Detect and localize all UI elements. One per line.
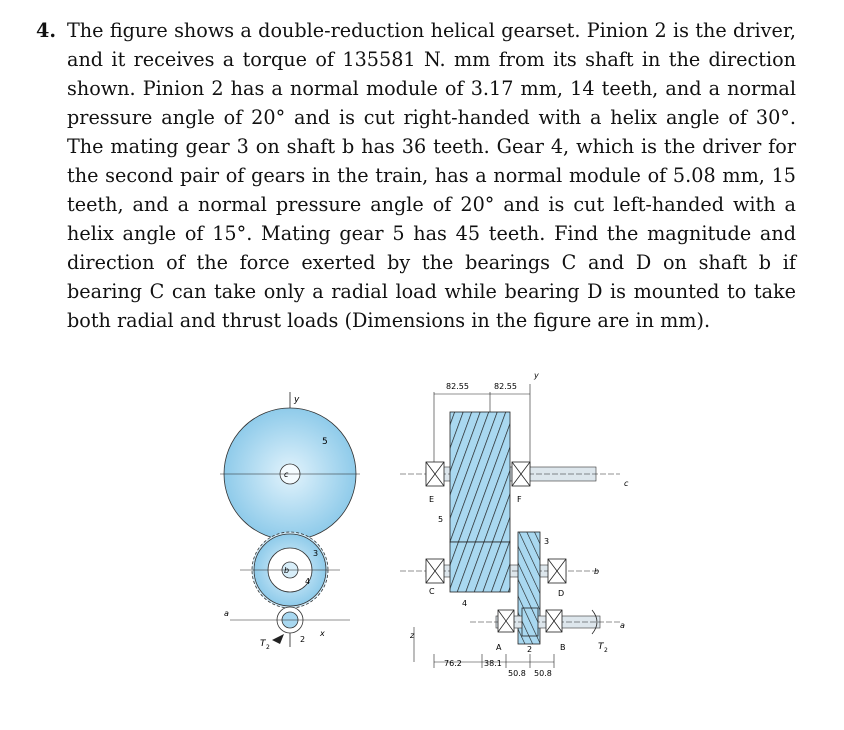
dim-bottom-2: 38.1 <box>484 659 502 668</box>
problem-statement <box>36 16 796 335</box>
pinion-2-side <box>522 608 538 636</box>
left-axis-y-label: y <box>294 395 300 405</box>
bearing-d <box>548 559 566 583</box>
shaft-a-label: a <box>620 621 625 630</box>
dim-top-1: 82.55 <box>446 382 469 391</box>
dim-bottom-1: 76.2 <box>444 659 462 668</box>
right-torque-label: T <box>598 642 604 652</box>
left-center-c-label: c <box>284 470 289 479</box>
bearing-a <box>498 610 514 632</box>
bearing-e-label: E <box>429 495 435 504</box>
dim-bottom-3: 50.8 <box>508 669 526 678</box>
left-axis-x-label: x <box>320 629 325 638</box>
bearing-c <box>426 559 444 583</box>
bearing-c-label: C <box>429 587 435 596</box>
bearing-d-label: D <box>558 589 565 598</box>
right-gear2-label: 2 <box>527 645 533 654</box>
left-gear3-label: 3 <box>313 549 319 558</box>
right-torque-sub: 2 <box>604 647 608 654</box>
problem-number: 4. <box>36 19 57 42</box>
left-view <box>220 392 360 651</box>
bearing-f-label: F <box>517 495 522 504</box>
gearset-figure <box>200 362 640 692</box>
shaft-c-label: c <box>624 479 629 488</box>
right-axis-z-label: z <box>410 631 415 640</box>
bearing-a-label: A <box>496 643 502 652</box>
right-gear4-label: 4 <box>462 599 468 608</box>
right-gear5-label: 5 <box>438 515 444 524</box>
left-gear4-label: 4 <box>305 577 311 586</box>
gear-5-side <box>450 412 510 542</box>
problem-text: The figure shows a double-reduction helical gearset. Pinion 2 is the driver, and it receives a torque of 135581 N. mm from its shaft in the direction shown. Pinion 2 has a normal module of 3.17 mm, 14 teeth, and a normal pressure angle of 20° and is cut right-handed with a helix angle of 30°. The mating gear 3 on shaft b has 36 teeth. Gear 4, which is the driver for the second pair of gears in the train, has a normal module of 5.08 mm, 15 teeth, and a normal pressure angle of 20° and is cut left-handed with a helix angle of 15°. Mating gear 5 has 45 teeth. Find the magnitude and direction of the force exerted by the bearings C and D on shaft b if bearing C can take only a radial load while bearing D is mounted to take both radial and thrust loads (Dimensions in the figure are in mm). <box>67 19 796 332</box>
bearing-b-label: B <box>560 643 566 652</box>
bearing-b <box>546 610 562 632</box>
left-axis-a-label: a <box>224 609 229 618</box>
left-torque-label: T <box>260 639 266 649</box>
left-torque-arrow <box>272 634 284 644</box>
shaft-b-label: b <box>594 567 600 576</box>
left-center-b-label: b <box>284 566 290 575</box>
dim-top-2: 82.55 <box>494 382 517 391</box>
right-view <box>400 371 629 678</box>
left-torque-sub: 2 <box>266 644 270 651</box>
right-gear3-label: 3 <box>544 537 550 546</box>
left-gear2-label: 2 <box>300 635 306 644</box>
bearing-e <box>426 462 444 486</box>
gear-4-side <box>450 542 510 592</box>
dim-bottom-4: 50.8 <box>534 669 552 678</box>
bearing-f <box>512 462 530 486</box>
left-gear5-label: 5 <box>322 437 328 447</box>
right-axis-y-label: y <box>534 371 539 380</box>
